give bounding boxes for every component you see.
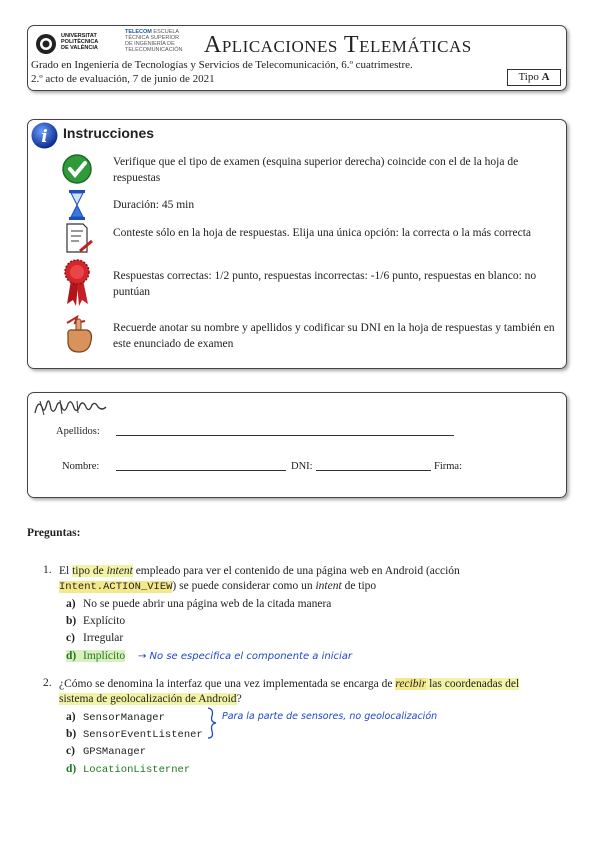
instruction-item: Verifique que el tipo de examen (esquina superior derecha) coincide con el de la hoja de respuestas <box>61 152 561 186</box>
q1-option-d-correct: d) Implícito <box>66 650 126 662</box>
apellidos-label: Apellidos: <box>56 426 100 437</box>
degree-line: Grado en Ingeniería de Tecnologías y Servicios de Telecomunicación, 6.º cuatrimestre. <box>31 59 413 71</box>
dni-label: DNI: <box>291 461 313 472</box>
document-pen-icon <box>61 221 95 255</box>
question-number: 1. <box>43 564 52 576</box>
q1-option-b: b) Explícito <box>66 615 126 627</box>
reminder-finger-icon <box>61 315 95 355</box>
upv-name: UNIVERSITAT POLITÈCNICA DE VALÈNCIA <box>61 33 99 51</box>
signature-scribble <box>32 395 112 419</box>
instruction-item: Duración: 45 min <box>61 188 561 218</box>
q2-option-d-correct: d) LocationListerner <box>66 763 191 776</box>
q2-option-c: c) GPSManager <box>66 745 147 758</box>
q2-option-a: a) SensorManager <box>66 711 165 724</box>
instructions-title: Instrucciones <box>63 125 155 141</box>
student-data-box <box>27 392 567 498</box>
etsit-logo: TELECOM ESCUELA TÉCNICA SUPERIOR DE INGENIERÍA DE TELECOMUNICACIÓN <box>125 29 183 53</box>
instruction-item: Conteste sólo en la hoja de respuestas. Elija una única opción: la correcta o la más correcta <box>61 221 561 257</box>
exam-type-box: Tipo A <box>507 69 561 86</box>
evaluation-date: 2.º acto de evaluación, 7 de junio de 2021 <box>31 73 215 85</box>
q2-option-b: b) SensorEventListener <box>66 728 203 741</box>
questions-title: Preguntas: <box>27 527 81 539</box>
q2-handwritten-note: Para la parte de sensores, no geolocalización <box>222 711 438 722</box>
ribbon-icon <box>61 258 95 308</box>
hourglass-icon <box>61 188 95 222</box>
q1-option-a: a) No se puede abrir una página web de la citada manera <box>66 598 332 610</box>
dni-field[interactable] <box>316 470 431 471</box>
q1-option-c: c) Irregular <box>66 632 124 644</box>
check-icon <box>61 152 95 186</box>
instruction-item: Respuestas correctas: 1/2 punto, respuestas incorrectas: -1/6 punto, respuestas en blanco: no puntúan <box>61 258 561 308</box>
curly-brace-mark <box>205 706 219 740</box>
svg-text:i: i <box>41 127 48 147</box>
exam-header <box>27 25 567 91</box>
nombre-label: Nombre: <box>62 461 100 472</box>
nombre-field[interactable] <box>116 470 286 471</box>
question-1-text: El tipo de intent empleado para ver el contenido de una página web en Android (acción Intent.ACTION_VIEW) se puede considerar como un intent de tipo <box>59 565 460 593</box>
apellidos-field[interactable] <box>116 435 454 436</box>
info-icon <box>31 122 58 149</box>
q1-handwritten-note: → No se especifica el componente a iniciar <box>138 651 353 662</box>
firma-label: Firma: <box>434 461 462 472</box>
question-2-text: ¿Cómo se denomina la interfaz que una vez implementada se encarga de recibir las coordenadas del sistema de geolocalización de Android? <box>59 678 520 705</box>
page-title: Aplicaciones Telemáticas <box>204 32 472 58</box>
instructions-panel <box>27 119 567 369</box>
question-number: 2. <box>43 677 52 689</box>
instruction-item: Recuerde anotar su nombre y apellidos y codificar su DNI en la hoja de respuestas y también en este enunciado de examen <box>61 315 561 355</box>
